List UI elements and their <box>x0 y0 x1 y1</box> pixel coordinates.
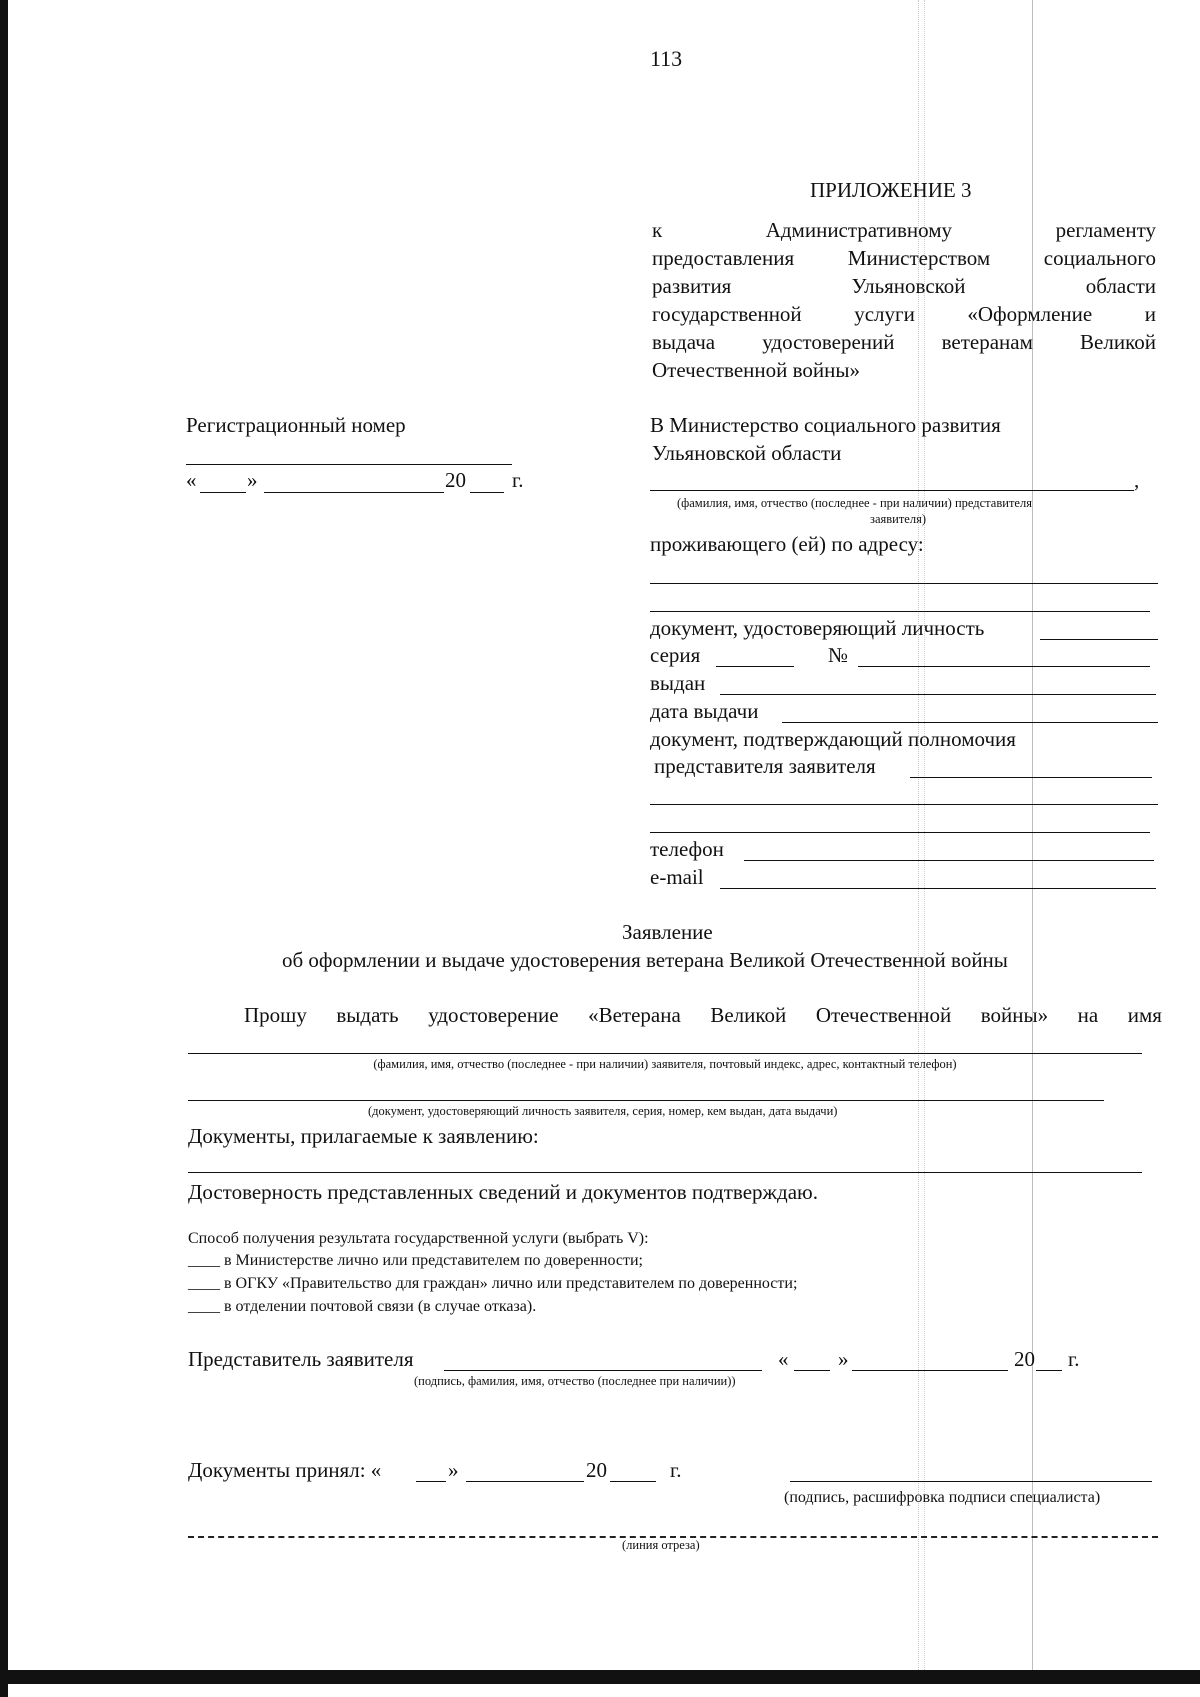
signature-quote-close: » <box>838 1347 849 1371</box>
registration-label: Регистрационный номер <box>186 413 406 437</box>
registration-year-blank[interactable] <box>470 492 504 493</box>
signature-month-blank[interactable] <box>852 1370 1008 1371</box>
email-blank[interactable] <box>720 888 1156 889</box>
appendix-title: ПРИЛОЖЕНИЕ 3 <box>810 178 972 202</box>
signature-quote-open: « <box>778 1347 789 1371</box>
confirmation-text: Достоверность представленных сведений и документов подтверждаю. <box>188 1180 818 1204</box>
representative-signature-blank[interactable] <box>444 1370 762 1371</box>
appendix-line: выдача удостоверений ветеранам Великой <box>652 330 1156 354</box>
id-document-blank[interactable] <box>1040 639 1158 640</box>
accepted-quote-close: » <box>448 1458 459 1482</box>
phone-blank[interactable] <box>744 860 1154 861</box>
accepted-year-suffix: г. <box>670 1458 682 1482</box>
registration-quote-close: » <box>247 468 258 492</box>
representative-signature-caption: (подпись, фамилия, имя, отчество (последнее при наличии)) <box>414 1374 736 1388</box>
issue-date-label: дата выдачи <box>650 699 759 723</box>
applicant-document-caption: (документ, удостоверяющий личность заявителя, серия, номер, кем выдан, дата выдачи) <box>368 1104 838 1118</box>
applicant-info-caption: (фамилия, имя, отчество (последнее - при наличии) заявителя, почтовый индекс, адрес, контактный телефон) <box>373 1057 957 1071</box>
signature-year-blank[interactable] <box>1036 1370 1062 1371</box>
addressee-comma: , <box>1134 468 1140 492</box>
signature-year-prefix: 20 <box>1014 1347 1035 1371</box>
appendix-reference <box>652 218 1156 386</box>
attached-documents-label: Документы, прилагаемые к заявлению: <box>188 1124 539 1148</box>
residing-label: проживающего (ей) по адресу: <box>650 532 924 556</box>
series-label: серия <box>650 643 701 667</box>
addressee-line-1: В Министерство социального развития <box>650 413 1001 437</box>
registration-day-blank[interactable] <box>200 492 246 493</box>
id-document-label: документ, удостоверяющий личность <box>650 616 985 640</box>
representative-label: представителя заявителя <box>654 754 876 778</box>
cut-line-caption: (линия отреза) <box>622 1538 700 1552</box>
signature-year-suffix: г. <box>1068 1347 1080 1371</box>
accepted-year-blank[interactable] <box>610 1481 656 1482</box>
checkbox-blank[interactable]: ____ <box>188 1252 220 1269</box>
number-blank[interactable] <box>858 666 1150 667</box>
appendix-line: Отечественной войны» <box>652 358 860 382</box>
authority-document-blank-2[interactable] <box>650 804 1158 805</box>
accepted-day-blank[interactable] <box>416 1481 446 1482</box>
attached-documents-blank[interactable] <box>188 1172 1142 1173</box>
representative-name-blank[interactable] <box>650 490 1134 491</box>
authority-document-label: документ, подтверждающий полномочия <box>650 727 1016 751</box>
series-blank[interactable] <box>716 666 794 667</box>
appendix-line: развития Ульяновской области <box>652 274 1156 298</box>
request-line: Прошу выдать удостоверение «Ветерана Великой Отечественной войны» на имя <box>244 1003 1162 1027</box>
specialist-signature-blank[interactable] <box>790 1481 1152 1482</box>
delivery-option[interactable]: ____ в Министерстве лично или представителем по доверенности; <box>188 1252 643 1269</box>
issued-blank[interactable] <box>720 694 1156 695</box>
registration-number-blank[interactable] <box>186 464 512 465</box>
statement-subtitle: об оформлении и выдаче удостоверения ветерана Великой Отечественной войны <box>282 948 1008 972</box>
accepted-label: Документы принял: « <box>188 1458 382 1482</box>
registration-year-prefix: 20 <box>445 468 466 492</box>
issue-date-blank[interactable] <box>782 722 1158 723</box>
applicant-info-blank[interactable] <box>188 1053 1142 1054</box>
addressee-line-2: Ульяновской области <box>652 441 842 465</box>
specialist-signature-caption: (подпись, расшифровка подписи специалиста) <box>784 1489 1101 1506</box>
checkbox-blank[interactable]: ____ <box>188 1275 220 1292</box>
signature-day-blank[interactable] <box>794 1370 830 1371</box>
issued-label: выдан <box>650 671 706 695</box>
appendix-line: к Административному регламенту <box>652 218 1156 242</box>
accepted-year-prefix: 20 <box>586 1458 607 1482</box>
scan-edge-bottom <box>0 1670 1200 1684</box>
scan-edge-left <box>0 0 8 1697</box>
representative-name-caption-2: заявителя) <box>870 512 926 526</box>
appendix-line: предоставления Министерством социального <box>652 246 1156 270</box>
address-blank-1[interactable] <box>650 583 1158 584</box>
representative-signature-label: Представитель заявителя <box>188 1347 414 1371</box>
checkbox-blank[interactable]: ____ <box>188 1298 220 1315</box>
representative-name-caption: (фамилия, имя, отчество (последнее - при наличии) представителя <box>677 496 1032 510</box>
page-number: 113 <box>650 46 683 71</box>
email-label: e-mail <box>650 865 704 889</box>
phone-label: телефон <box>650 837 724 861</box>
registration-quote-open: « <box>186 468 197 492</box>
appendix-line: государственной услуги «Оформление и <box>652 302 1156 326</box>
applicant-document-blank[interactable] <box>188 1100 1104 1101</box>
statement-title: Заявление <box>622 920 713 944</box>
delivery-method-header: Способ получения результата государственной услуги (выбрать V): <box>188 1230 649 1247</box>
accepted-month-blank[interactable] <box>466 1481 584 1482</box>
authority-document-blank-3[interactable] <box>650 832 1150 833</box>
delivery-option[interactable]: ____ в отделении почтовой связи (в случае отказа). <box>188 1298 537 1315</box>
registration-year-suffix: г. <box>512 468 524 492</box>
delivery-option[interactable]: ____ в ОГКУ «Правительство для граждан» лично или представителем по доверенности; <box>188 1275 798 1292</box>
authority-document-blank-1[interactable] <box>910 777 1152 778</box>
number-label: № <box>828 643 849 667</box>
address-blank-2[interactable] <box>650 611 1150 612</box>
registration-month-blank[interactable] <box>264 492 444 493</box>
